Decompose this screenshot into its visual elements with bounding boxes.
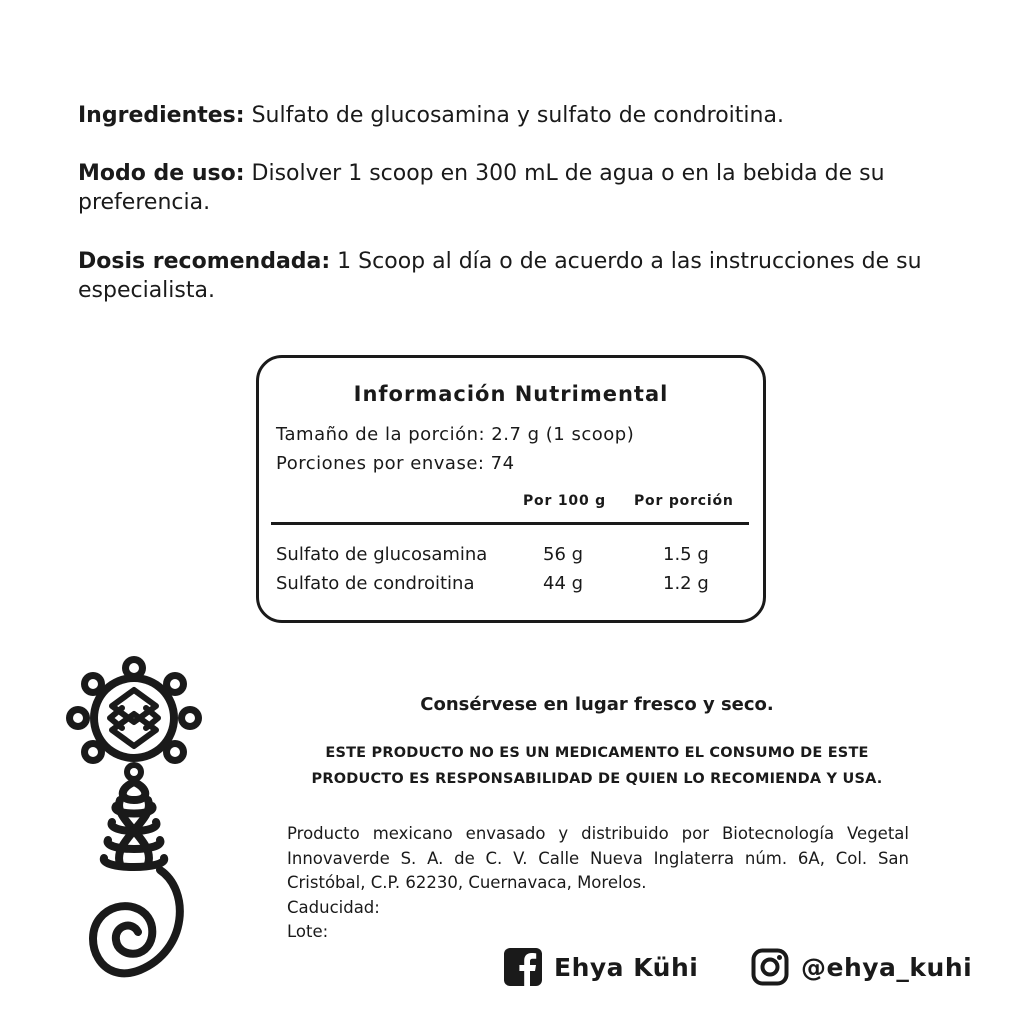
ingredients-text: Sulfato de glucosamina y sulfato de condroitina. (244, 103, 784, 128)
facebook-handle: Ehya Kühi (554, 952, 699, 982)
dose-label: Dosis recomendada: (78, 249, 331, 274)
ingredients-label: Ingredientes: (78, 103, 245, 128)
dose-text: 1 Scoop al día o de acuerdo a las instrucciones de su especialista. (78, 249, 922, 303)
servings-per-container: Porciones por envase: 74 (276, 453, 515, 474)
brand-knot-logo (60, 650, 210, 990)
nutrient-per100: 56 g (543, 544, 584, 565)
instagram-link[interactable] (751, 948, 972, 986)
nutrient-name: Sulfato de glucosamina (276, 544, 488, 565)
usage-label: Modo de uso: (78, 161, 245, 186)
col-header-per-portion: Por porción (634, 493, 734, 509)
nutrient-per100: 44 g (543, 573, 584, 594)
expiry-label: Caducidad: (287, 897, 380, 917)
manufacturer-address: Producto mexicano envasado y distribuido por Biotecnología Vegetal Innovaverde S. A. de C. V. Calle Nueva Inglaterra núm. 6A, Col. San Cristóbal, C.P. 62230, Cuernavaca, Morelos. (287, 824, 909, 892)
serving-size: Tamaño de la porción: 2.7 g (1 scoop) (276, 424, 635, 445)
nutrient-per-portion: 1.2 g (663, 573, 709, 594)
dose-paragraph (78, 247, 958, 305)
facebook-link[interactable] (504, 948, 698, 986)
storage-instructions: Consérvese en lugar fresco y seco. (420, 694, 774, 715)
legal-warning (287, 740, 907, 792)
nutrition-facts-box (256, 355, 766, 623)
usage-text: Disolver 1 scoop en 300 mL de agua o en la bebida de su preferencia. (78, 161, 885, 215)
lot-label: Lote: (287, 922, 329, 941)
table-divider (271, 522, 749, 525)
instagram-icon (751, 948, 789, 986)
facebook-icon (504, 948, 542, 986)
warning-line: PRODUCTO ES RESPONSABILIDAD DE QUIEN LO RECOMIENDA Y USA. (311, 771, 883, 787)
nutrient-per-portion: 1.5 g (663, 544, 709, 565)
nutrition-title: Información Nutrimental (353, 382, 669, 406)
ingredients-paragraph (78, 101, 958, 130)
instagram-handle: @ehya_kuhi (801, 952, 973, 982)
usage-paragraph (78, 159, 958, 217)
warning-line: ESTE PRODUCTO NO ES UN MEDICAMENTO EL CONSUMO DE ESTE (325, 745, 869, 761)
manufacturer-info (287, 822, 909, 945)
col-header-per-100g: Por 100 g (523, 493, 606, 509)
nutrient-name: Sulfato de condroitina (276, 573, 475, 594)
